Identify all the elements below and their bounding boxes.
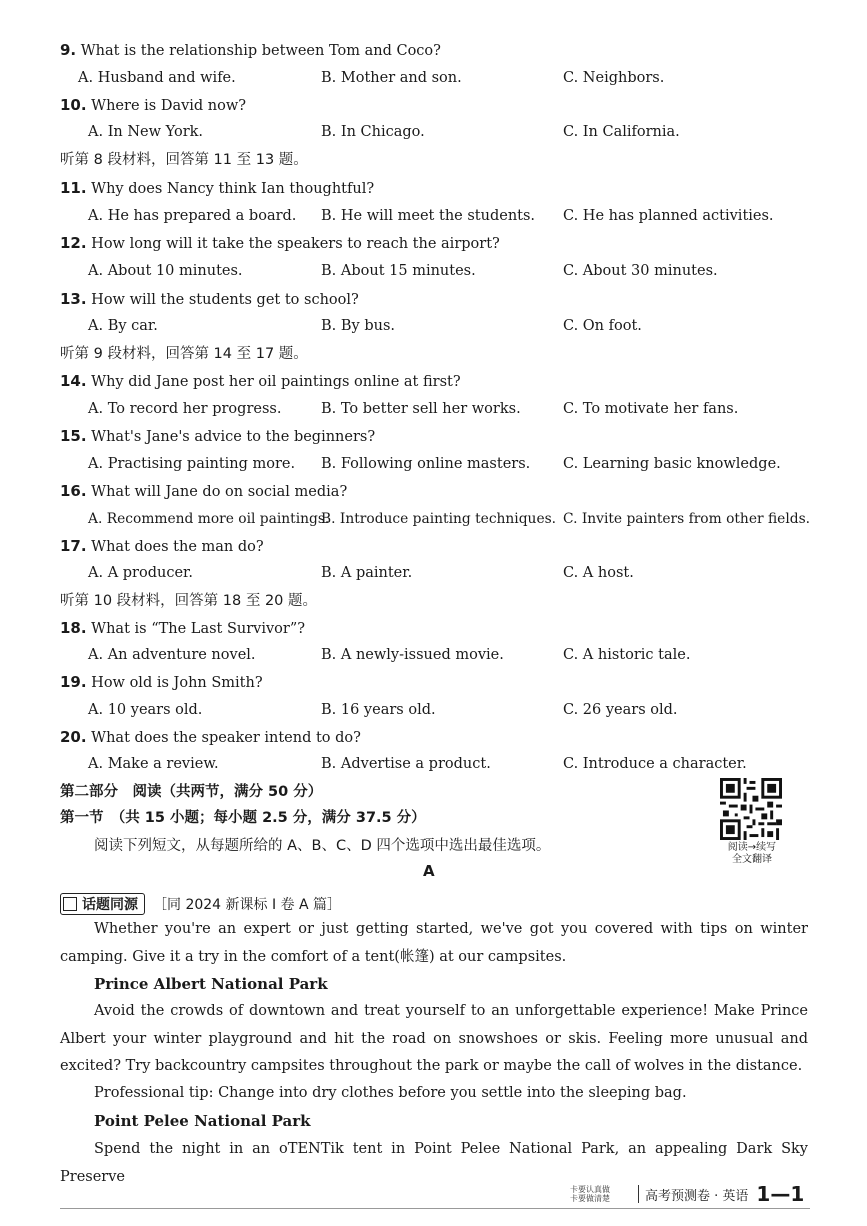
park1-text: Avoid the crowds of downtown and treat yourself to an unforgettable experience! Make Prince Albert your winter playground and hit the road on snowshoes or skis. Feeling more unusual and excited? Try backcountry campsites throughout the park or maybe the call of wolves in the distance. — [60, 1003, 808, 1074]
option-b: B. A newly-issued movie. — [321, 647, 504, 663]
option-c: C. About 30 minutes. — [563, 263, 718, 279]
option-c: C. A historic tale. — [563, 647, 691, 663]
option-a: A. 10 years old. — [88, 702, 203, 718]
park1-title: Prince Albert National Park — [94, 975, 328, 993]
park2-text: Spend the night in an oTENTik tent in Point Pelee National Park, an appealing Dark Sky Preserve — [60, 1141, 808, 1185]
logo-line1: 卡要认真做 — [570, 1185, 610, 1194]
option-c: C. To motivate her fans. — [563, 401, 739, 417]
passage-intro: Whether you're an expert or just getting started, we've got you covered with tips on winter camping. Give it a try in the comfort of a tent(帐篷) at our campsites. — [60, 921, 808, 965]
option-b: B. In Chicago. — [321, 124, 425, 140]
option-c: C. He has planned activities. — [563, 208, 774, 224]
topic-badge-text: 话题同源 — [82, 897, 138, 913]
option-b: B. Mother and son. — [321, 70, 462, 86]
footer-title: 高考预测卷 · 英语 — [645, 1188, 749, 1204]
option-a: A. In New York. — [88, 124, 204, 140]
option-c: C. A host. — [563, 565, 634, 581]
question-18: 18. What is “The Last Survivor”? — [60, 619, 306, 637]
option-b: B. To better sell her works. — [321, 401, 521, 417]
option-a: A. Make a review. — [88, 756, 219, 772]
option-b: B. 16 years old. — [321, 702, 436, 718]
option-b: B. A painter. — [321, 565, 413, 581]
footer-rule — [60, 1208, 810, 1209]
option-b: B. By bus. — [321, 318, 396, 334]
option-a: A. About 10 minutes. — [88, 263, 243, 279]
topic-reference: ［同 2024 新课标 Ⅰ 卷 A 篇］ — [153, 897, 342, 913]
reading-direction: 阅读下列短文，从每题所给的 A、B、C、D 四个选项中选出最佳选项。 — [94, 838, 551, 854]
logo-line2: 卡要做清楚 — [570, 1194, 610, 1203]
question-12: 12. How long will it take the speakers to reach the airport? — [60, 234, 500, 252]
question-19: 19. How old is John Smith? — [60, 673, 263, 691]
qr-caption-line2: 全文翻译 — [732, 854, 772, 865]
option-a: A. To record her progress. — [88, 401, 282, 417]
topic-badge — [60, 893, 145, 915]
option-b: B. He will meet the students. — [321, 208, 536, 224]
option-b: B. Advertise a product. — [321, 756, 491, 772]
question-10: 10. Where is David now? — [60, 96, 247, 114]
question-11: 11. Why does Nancy think Ian thoughtful? — [60, 179, 375, 197]
question-20: 20. What does the speaker intend to do? — [60, 728, 361, 746]
publisher-logo — [570, 1185, 626, 1203]
qr-caption — [712, 842, 792, 866]
instruction-seg10: 听第 10 段材料，回答第 18 至 20 题。 — [60, 593, 318, 609]
footer-divider — [638, 1185, 639, 1203]
option-a: A. Recommend more oil paintings. — [88, 511, 330, 527]
question-14: 14. Why did Jane post her oil paintings online at first? — [60, 372, 461, 390]
page-number: 1—1 — [756, 1182, 805, 1206]
option-c: C. Invite painters from other fields. — [563, 511, 811, 527]
option-c: C. Learning basic knowledge. — [563, 456, 781, 472]
option-a: A. Husband and wife. — [78, 70, 236, 86]
question-15: 15. What's Jane's advice to the beginners? — [60, 427, 376, 445]
option-a: A. Practising painting more. — [88, 456, 296, 472]
option-b: B. Introduce painting techniques. — [321, 511, 557, 527]
option-b: B. Following online masters. — [321, 456, 531, 472]
option-c: C. In California. — [563, 124, 680, 140]
page-footer — [570, 1180, 804, 1208]
park2-title: Point Pelee National Park — [94, 1112, 311, 1130]
question-16: 16. What will Jane do on social media? — [60, 482, 348, 500]
passage-label: A — [423, 862, 435, 880]
square-icon — [63, 897, 77, 911]
option-c: C. 26 years old. — [563, 702, 678, 718]
qr-code-icon[interactable] — [720, 778, 782, 840]
option-c: C. Introduce a character. — [563, 756, 747, 772]
option-c: C. Neighbors. — [563, 70, 665, 86]
topic-label — [60, 892, 341, 916]
option-a: A. A producer. — [88, 565, 193, 581]
part2-heading: 第二部分 阅读（共两节，满分 50 分） — [60, 784, 323, 800]
option-a: A. An adventure novel. — [88, 647, 256, 663]
option-a: A. He has prepared a board. — [88, 208, 297, 224]
question-9: 9. What is the relationship between Tom and Coco? — [60, 41, 441, 59]
instruction-seg8: 听第 8 段材料，回答第 11 至 13 题。 — [60, 152, 308, 168]
qr-caption-line1: 阅读→续写 — [727, 842, 777, 853]
park1-tip: Professional tip: Change into dry clothes before you settle into the sleeping bag. — [94, 1085, 687, 1101]
option-c: C. On foot. — [563, 318, 642, 334]
instruction-seg9: 听第 9 段材料，回答第 14 至 17 题。 — [60, 346, 308, 362]
option-a: A. By car. — [88, 318, 158, 334]
option-b: B. About 15 minutes. — [321, 263, 476, 279]
section1-heading: 第一节 （共 15 小题；每小题 2.5 分，满分 37.5 分） — [60, 810, 426, 826]
question-13: 13. How will the students get to school? — [60, 290, 359, 308]
question-17: 17. What does the man do? — [60, 537, 264, 555]
